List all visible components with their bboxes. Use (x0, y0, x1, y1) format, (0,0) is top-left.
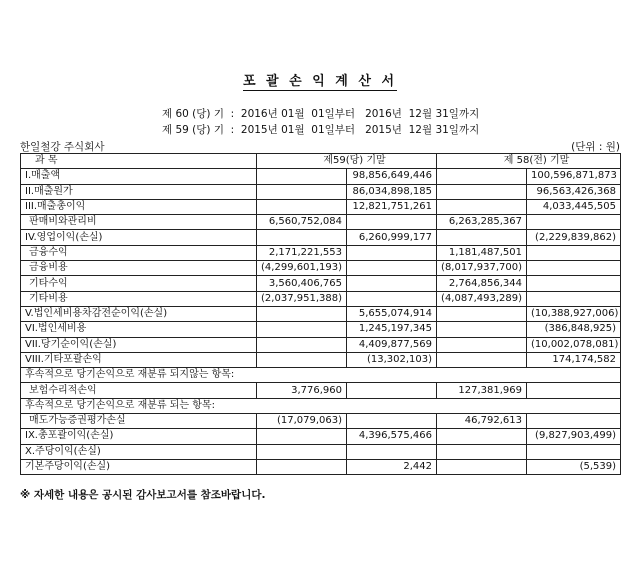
row-label: III.매출총이익 (21, 199, 257, 214)
cell-c1 (257, 322, 347, 337)
table-row (21, 169, 621, 184)
cell-c4 (527, 414, 621, 429)
cell-c3: 6,263,285,367 (437, 215, 527, 230)
row-label: X.주당이익(손실) (21, 444, 257, 459)
cell-c3 (437, 184, 527, 199)
cell-c2 (347, 383, 437, 398)
table-row (21, 245, 621, 260)
period-prior: 제 59 (당) 기 : 2015년 01월 01일부터 2015년 12월 31일까지 (162, 124, 480, 136)
cell-c4: 4,033,445,505 (527, 199, 621, 214)
cell-c4 (527, 383, 621, 398)
cell-c1 (257, 230, 347, 245)
row-label: 기타비용 (21, 291, 257, 306)
cell-c4 (527, 261, 621, 276)
cell-c2 (347, 215, 437, 230)
row-label: 보험수리적손익 (21, 383, 257, 398)
cell-c3: 1,181,487,501 (437, 245, 527, 260)
cell-c3: 2,764,856,344 (437, 276, 527, 291)
document-title: 포 괄 손 익 계 산 서 (242, 74, 398, 89)
cell-c1 (257, 337, 347, 352)
table-row (21, 368, 621, 383)
row-label: 판매비와관리비 (21, 215, 257, 230)
cell-c3 (437, 429, 527, 444)
cell-c1 (257, 169, 347, 184)
table-row (21, 230, 621, 245)
cell-c3: (8,017,937,700) (437, 261, 527, 276)
cell-c3 (437, 459, 527, 474)
row-label: 후속적으로 당기손익으로 재분류 되지않는 항목: (21, 368, 621, 383)
company-name: 한일철강 주식회사 (20, 141, 105, 153)
row-label: II.매출원가 (21, 184, 257, 199)
row-label: I.매출액 (21, 169, 257, 184)
row-label: 금융수익 (21, 245, 257, 260)
table-row (21, 398, 621, 413)
cell-c2 (347, 261, 437, 276)
header-prior-period: 제 58(전) 기말 (437, 154, 621, 169)
cell-c3 (437, 169, 527, 184)
row-label: VI.법인세비용 (21, 322, 257, 337)
table-row (21, 383, 621, 398)
cell-c4: 96,563,426,368 (527, 184, 621, 199)
header-account: 과 목 (21, 154, 257, 169)
table-row (21, 184, 621, 199)
cell-c2: 6,260,999,177 (347, 230, 437, 245)
row-label: 기타수익 (21, 276, 257, 291)
cell-c2: 4,396,575,466 (347, 429, 437, 444)
row-label: 매도가능증권평가손실 (21, 414, 257, 429)
row-label: VIII.기타포괄손익 (21, 352, 257, 367)
cell-c4 (527, 291, 621, 306)
cell-c1: (2,037,951,388) (257, 291, 347, 306)
row-label: IV.영업이익(손실) (21, 230, 257, 245)
unit-label: (단위 : 원) (571, 141, 620, 153)
table-header-row (21, 154, 621, 169)
row-label: VII.당기순이익(손실) (21, 337, 257, 352)
cell-c3 (437, 444, 527, 459)
cell-c1: 6,560,752,084 (257, 215, 347, 230)
cell-c1: (4,299,601,193) (257, 261, 347, 276)
cell-c3 (437, 199, 527, 214)
cell-c4: 100,596,871,873 (527, 169, 621, 184)
cell-c1: 2,171,221,553 (257, 245, 347, 260)
cell-c2 (347, 414, 437, 429)
table-row (21, 215, 621, 230)
table-row (21, 444, 621, 459)
cell-c3 (437, 352, 527, 367)
cell-c2: 5,655,074,914 (347, 306, 437, 321)
cell-c4: (10,388,927,006) (527, 306, 621, 321)
cell-c3 (437, 230, 527, 245)
cell-c2: 86,034,898,185 (347, 184, 437, 199)
cell-c1 (257, 459, 347, 474)
cell-c1 (257, 184, 347, 199)
header-current-period: 제59(당) 기말 (257, 154, 437, 169)
table-row (21, 429, 621, 444)
table-row (21, 276, 621, 291)
table-row (21, 306, 621, 321)
cell-c4: (9,827,903,499) (527, 429, 621, 444)
table-row (21, 291, 621, 306)
cell-c1 (257, 306, 347, 321)
cell-c2: 2,442 (347, 459, 437, 474)
cell-c2 (347, 245, 437, 260)
cell-c1: 3,560,406,765 (257, 276, 347, 291)
table-row (21, 199, 621, 214)
cell-c2 (347, 291, 437, 306)
cell-c2: 4,409,877,569 (347, 337, 437, 352)
cell-c3 (437, 306, 527, 321)
cell-c1 (257, 352, 347, 367)
cell-c4 (527, 215, 621, 230)
cell-c1 (257, 429, 347, 444)
row-label: 후속적으로 당기손익으로 재분류 되는 항목: (21, 398, 621, 413)
cell-c3: 127,381,969 (437, 383, 527, 398)
cell-c4: (2,229,839,862) (527, 230, 621, 245)
cell-c4 (527, 444, 621, 459)
row-label: 금융비용 (21, 261, 257, 276)
cell-c3: (4,087,493,289) (437, 291, 527, 306)
period-current: 제 60 (당) 기 : 2016년 01월 01일부터 2016년 12월 31일까지 (162, 108, 480, 120)
table-row (21, 459, 621, 474)
cell-c4: (386,848,925) (527, 322, 621, 337)
cell-c2: 98,856,649,446 (347, 169, 437, 184)
row-label: 기본주당이익(손실) (21, 459, 257, 474)
cell-c2 (347, 276, 437, 291)
footnote: ※ 자세한 내용은 공시된 감사보고서를 참조바랍니다. (20, 489, 266, 501)
table-row (21, 352, 621, 367)
cell-c2: 12,821,751,261 (347, 199, 437, 214)
table-row (21, 322, 621, 337)
cell-c2 (347, 444, 437, 459)
income-statement-table (20, 153, 621, 475)
cell-c3 (437, 337, 527, 352)
cell-c2: (13,302,103) (347, 352, 437, 367)
cell-c4: (10,002,078,081) (527, 337, 621, 352)
cell-c3 (437, 322, 527, 337)
cell-c1: 3,776,960 (257, 383, 347, 398)
table-row (21, 261, 621, 276)
row-label: IX.총포괄이익(손실) (21, 429, 257, 444)
cell-c3: 46,792,613 (437, 414, 527, 429)
cell-c4 (527, 276, 621, 291)
cell-c1 (257, 444, 347, 459)
table-row (21, 414, 621, 429)
cell-c4: (5,539) (527, 459, 621, 474)
cell-c1 (257, 199, 347, 214)
cell-c4 (527, 245, 621, 260)
row-label: V.법인세비용차감전순이익(손실) (21, 306, 257, 321)
cell-c4: 174,174,582 (527, 352, 621, 367)
table-row (21, 337, 621, 352)
cell-c1: (17,079,063) (257, 414, 347, 429)
cell-c2: 1,245,197,345 (347, 322, 437, 337)
